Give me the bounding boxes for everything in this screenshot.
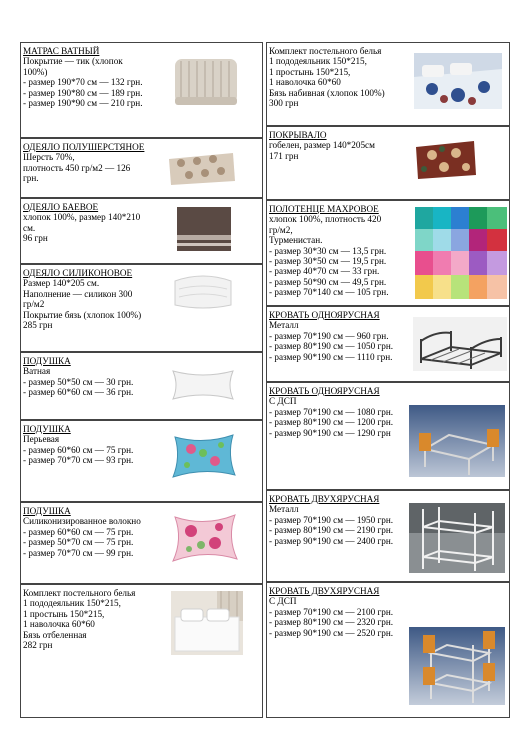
product-details: Металл - размер 70*190 см — 960 грн. - размер 80*190 см — 1050 грн. - размер 90*190 см — 1110 грн. — [269, 320, 394, 362]
towels-image — [415, 207, 507, 299]
product-details: Ватная - размер 50*50 см — 30 грн. - размер 60*60 см — 36 грн. — [23, 366, 134, 398]
product-title: КРОВАТЬ ДВУХЯРУСНАЯ — [269, 586, 380, 596]
product-details: С ДСП - размер 70*190 см — 2100 грн. - размер 80*190 см — 2320 грн. - размер 90*190 см — 2520 грн. — [269, 596, 394, 638]
bedspread-image — [414, 139, 478, 181]
white-bedding-image — [171, 591, 243, 655]
product-details: гобелен, размер 140*205см 171 грн — [269, 140, 375, 161]
product-title: ПОКРЫВАЛО — [269, 130, 327, 140]
product-details: Комплект постельного белья 1 пододеяльник 150*215, 1 простынь 150*215, 1 наволочка 60*60 Бязь набивная (хлопок 100%) 300 грн — [269, 46, 385, 109]
product-cell — [20, 584, 263, 718]
product-title: ПОДУШКА — [23, 424, 71, 434]
product-cell — [266, 126, 510, 200]
flannel-blanket-image — [175, 205, 233, 253]
metal-bunk-bed-image — [409, 503, 505, 573]
product-details: Силиконизированное волокно - размер 60*60 см — 75 грн. - размер 50*70 см — 75 грн. - размер 70*70 см — 99 грн. — [23, 516, 141, 558]
product-title: ОДЕЯЛО ПОЛУШЕРСТЯНОЕ — [23, 142, 145, 152]
chipboard-bed-image — [409, 405, 505, 477]
printed-bedding-image — [414, 53, 502, 109]
product-title: КРОВАТЬ ОДНОЯРУСНАЯ — [269, 386, 380, 396]
feather-pillow-image — [169, 431, 239, 481]
product-details: Покрытие — тик (хлопок 100%) - размер 190*70 см — 132 грн. - размер 190*80 см — 189 грн. - размер 190*90 см — 210 грн. — [23, 56, 143, 109]
product-details: Размер 140*205 см. Наполнение — силикон 300 гр/м2 Покрытие бязь (хлопок 100%) 285 грн — [23, 278, 142, 331]
product-cell — [266, 306, 510, 382]
product-cell — [20, 264, 263, 352]
product-cell — [20, 198, 263, 264]
wool-blanket-image — [167, 149, 237, 187]
product-details: Шерсть 70%, плотность 450 гр/м2 — 126 грн. — [23, 152, 131, 184]
product-title: ОДЕЯЛО БАЕВОЕ — [23, 202, 99, 212]
product-details: Металл - размер 70*190 см — 1950 грн. - размер 80*190 см — 2190 грн. - размер 90*190 см — 2400 грн. — [269, 504, 394, 546]
product-cell — [266, 582, 510, 718]
product-cell — [266, 42, 510, 126]
product-title: ПОЛОТЕНЦЕ МАХРОВОЕ — [269, 204, 379, 214]
product-details: хлопок 100%, размер 140*210 см. 96 грн — [23, 212, 141, 244]
product-cell — [20, 352, 263, 420]
product-title: ОДЕЯЛО СИЛИКОНОВОЕ — [23, 268, 133, 278]
chipboard-bunk-bed-image — [409, 627, 505, 705]
product-details: хлопок 100%, плотность 420 гр/м2, Турменистан. - размер 30*30 см — 13,5 грн. - размер 30*50 см — 19,5 грн. - размер 40*70 см — 33 грн. - размер 50*90 см — 49,5 грн. - размер 70*140 см — 105 грн. — [269, 214, 389, 298]
product-cell — [20, 420, 263, 502]
mattress-image — [171, 53, 241, 111]
silicone-blanket-image — [171, 271, 235, 311]
product-details: Перьевая - размер 60*60 см — 75 грн. - размер 70*70 см — 93 грн. — [23, 434, 134, 466]
product-details: Комплект постельного белья 1 пододеяльник 150*215, 1 простынь 150*215, 1 наволочка 60*60 Бязь отбеленная 282 грн — [23, 588, 136, 651]
product-title: КРОВАТЬ ДВУХЯРУСНАЯ — [269, 494, 380, 504]
metal-bed-image — [413, 317, 507, 371]
product-details: С ДСП - размер 70*190 см — 1080 грн. - размер 80*190 см — 1200 грн. - размер 90*190 см — 1290 грн — [269, 396, 394, 438]
cotton-pillow-image — [169, 365, 237, 405]
product-cell — [20, 138, 263, 198]
product-title: МАТРАС ВАТНЫЙ — [23, 46, 100, 56]
product-cell — [266, 382, 510, 490]
product-cell — [20, 502, 263, 584]
product-cell — [266, 200, 510, 306]
product-cell — [20, 42, 263, 138]
silicone-pillow-image — [169, 511, 241, 565]
product-cell — [266, 490, 510, 582]
product-title: КРОВАТЬ ОДНОЯРУСНАЯ — [269, 310, 380, 320]
product-title: ПОДУШКА — [23, 356, 71, 366]
product-title: ПОДУШКА — [23, 506, 71, 516]
